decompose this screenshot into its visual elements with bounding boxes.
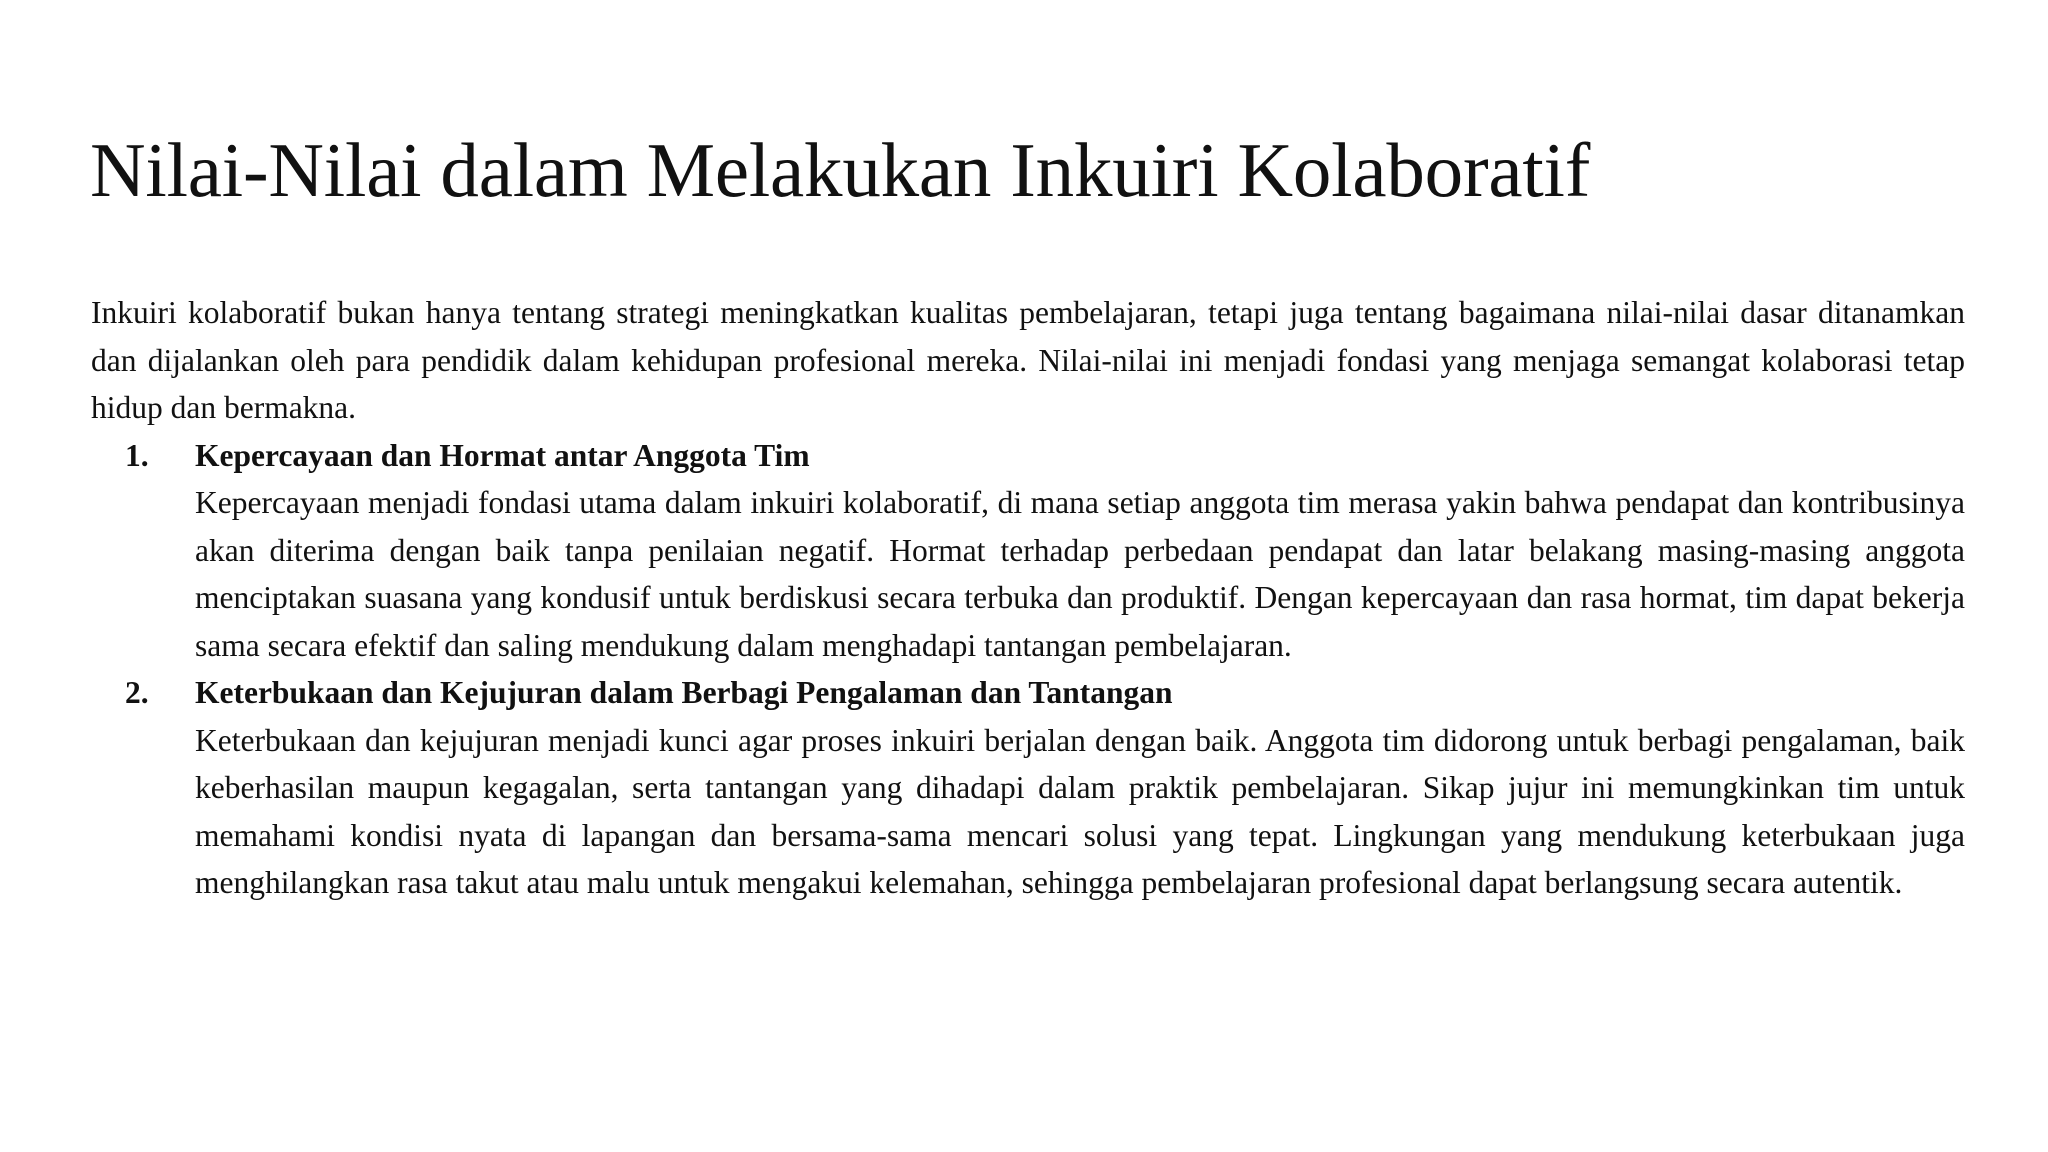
intro-paragraph: Inkuiri kolaboratif bukan hanya tentang strategi meningkatkan kualitas pembelajaran, tetapi juga tentang bagaimana nilai-nilai dasar ditanamkan dan dijalankan oleh para pendidik dalam kehidupan profesional mereka. Nilai-nilai ini menjadi fondasi yang menjaga semangat kolaborasi tetap hidup dan bermakna. bbox=[91, 295, 1965, 425]
list-item-body: Keterbukaan dan kejujuran menjadi kunci agar proses inkuiri berjalan dengan baik. Anggota tim didorong untuk berbagi pengalaman, baik keberhasilan maupun kegagalan, serta tantangan yang dihadapi dalam praktik pembelajaran. Sikap jujur ini memungkinkan tim untuk memahami kondisi nyata di lapangan dan bersama-sama mencari solusi yang tepat. Lingkungan yang mendukung keterbukaan juga menghilangkan rasa takut atau malu untuk mengakui kelemahan, sehingga pembelajaran profesional dapat berlangsung secara autentik. bbox=[195, 722, 1965, 900]
list-item-number: 1. bbox=[125, 437, 149, 473]
values-list bbox=[91, 432, 1965, 907]
list-item-number: 2. bbox=[125, 675, 149, 710]
list-item-body: Kepercayaan menjadi fondasi utama dalam inkuiri kolaboratif, di mana setiap anggota tim merasa yakin bahwa pendapat dan kontribusinya akan diterima dengan baik tanpa penilaian negatif. Hormat terhadap perbedaan pendapat dan latar belakang masing-masing anggota menciptakan suasana yang kondusif untuk berdiskusi secara terbuka dan produktif. Dengan kepercayaan dan rasa hormat, tim dapat bekerja sama secara efektif dan saling mendukung dalam menghadapi tantangan pembelajaran. bbox=[195, 485, 1965, 663]
list-item-heading: Kepercayaan dan Hormat antar Anggota Tim bbox=[195, 437, 810, 473]
list-item bbox=[91, 432, 1965, 670]
list-item bbox=[91, 669, 1965, 907]
list-item-heading: Keterbukaan dan Kejujuran dalam Berbagi Pengalaman dan Tantangan bbox=[195, 675, 1173, 710]
slide-content bbox=[91, 289, 1965, 907]
page-title: Nilai-Nilai dalam Melakukan Inkuiri Kolaboratif bbox=[90, 127, 1591, 213]
